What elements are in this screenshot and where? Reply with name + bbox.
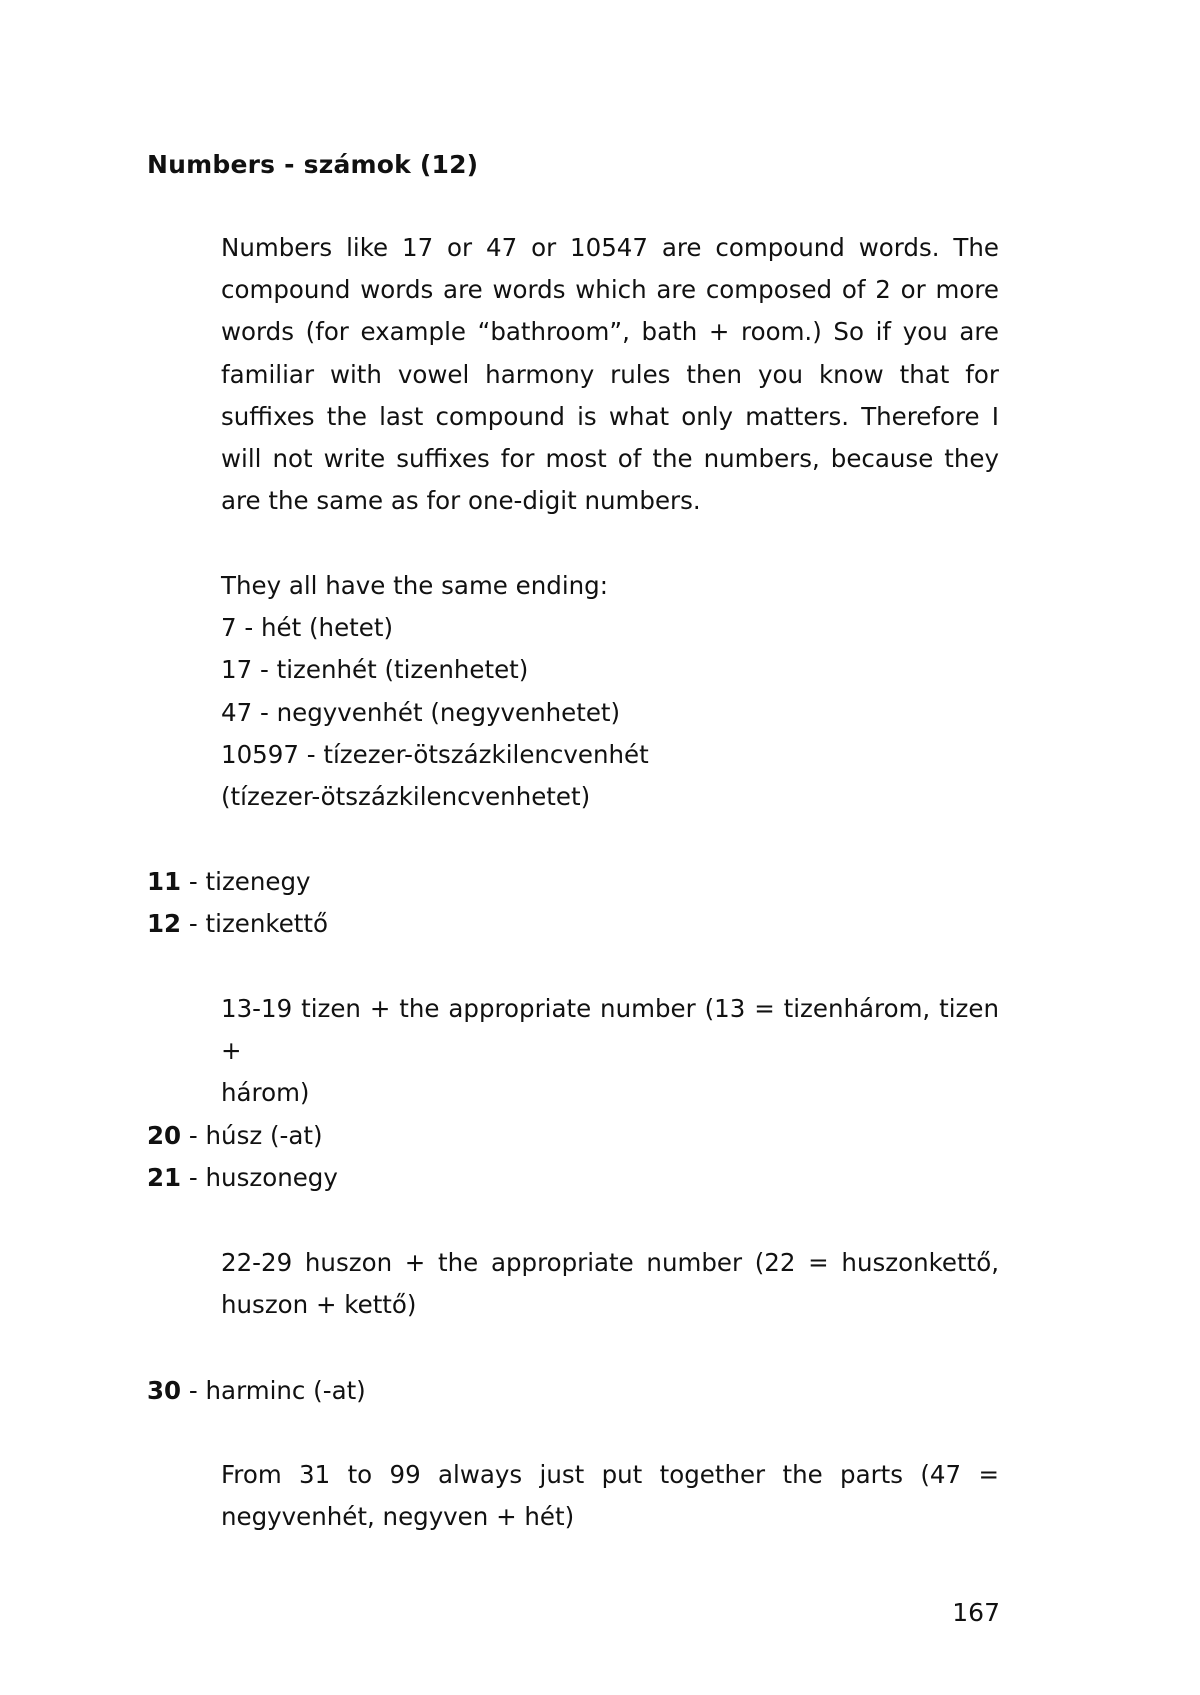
intro-line: familiar with vowel harmony rules then you know that for: [221, 359, 999, 389]
intro-line: Numbers like 17 or 47 or 10547 are compound words. The: [221, 233, 999, 262]
endings-block: [221, 565, 999, 818]
intro-line: will not write suffixes for most of the numbers, because they: [221, 444, 999, 474]
intro-line: compound words are words which are composed of 2 or more: [221, 275, 999, 305]
number-word: - tizenkettő: [181, 909, 328, 938]
note-line: három): [221, 1078, 310, 1108]
number-value: 30: [147, 1376, 182, 1405]
note-line: negyvenhét, negyven + hét): [221, 1502, 575, 1532]
note-line: 13-19 tizen + the appropriate number (13 = tizenhárom, tizen +: [221, 994, 999, 1066]
number-value: 20: [147, 1121, 182, 1150]
note-line: 22-29 huszon + the appropriate number (22 = huszonkettő,: [221, 1248, 999, 1277]
intro-paragraph: [221, 227, 999, 522]
number-value: 12: [147, 909, 182, 938]
number-value: 11: [147, 867, 182, 896]
ending-example: 7 - hét (hetet): [221, 613, 394, 643]
endings-lead: They all have the same ending:: [221, 571, 608, 600]
number-entry-12: [147, 903, 328, 945]
number-word: - húsz (-at): [181, 1121, 323, 1150]
number-word: - tizenegy: [181, 867, 311, 896]
intro-line: are the same as for one-digit numbers.: [221, 486, 701, 516]
ending-example: 17 - tizenhét (tizenhetet): [221, 655, 529, 685]
number-value: 21: [147, 1163, 182, 1192]
intro-line: words (for example “bathroom”, bath + room.) So if you are: [221, 317, 999, 347]
number-entry-20: [147, 1115, 323, 1157]
number-entry-21: [147, 1157, 338, 1199]
note-22-29: [221, 1242, 999, 1326]
ending-example: 47 - negyvenhét (negyvenhetet): [221, 697, 621, 727]
note-31-99: [221, 1454, 999, 1538]
note-line: huszon + kettő): [221, 1290, 417, 1320]
section-heading: Numbers - számok (12): [147, 150, 479, 179]
ending-example: (tízezer-ötszázkilencvenhetet): [221, 782, 591, 812]
number-entry-30: [147, 1370, 366, 1412]
ending-example: 10597 - tízezer-ötszázkilencvenhét: [221, 739, 649, 769]
number-word: - harminc (-at): [181, 1376, 366, 1405]
number-word: - huszonegy: [181, 1163, 338, 1192]
intro-line: suffixes the last compound is what only matters. Therefore I: [221, 401, 999, 431]
note-13-19: [221, 988, 999, 1115]
note-line: From 31 to 99 always just put together the parts (47 =: [221, 1460, 999, 1489]
number-entry-11: [147, 861, 311, 903]
page-number: 167: [952, 1598, 1000, 1627]
